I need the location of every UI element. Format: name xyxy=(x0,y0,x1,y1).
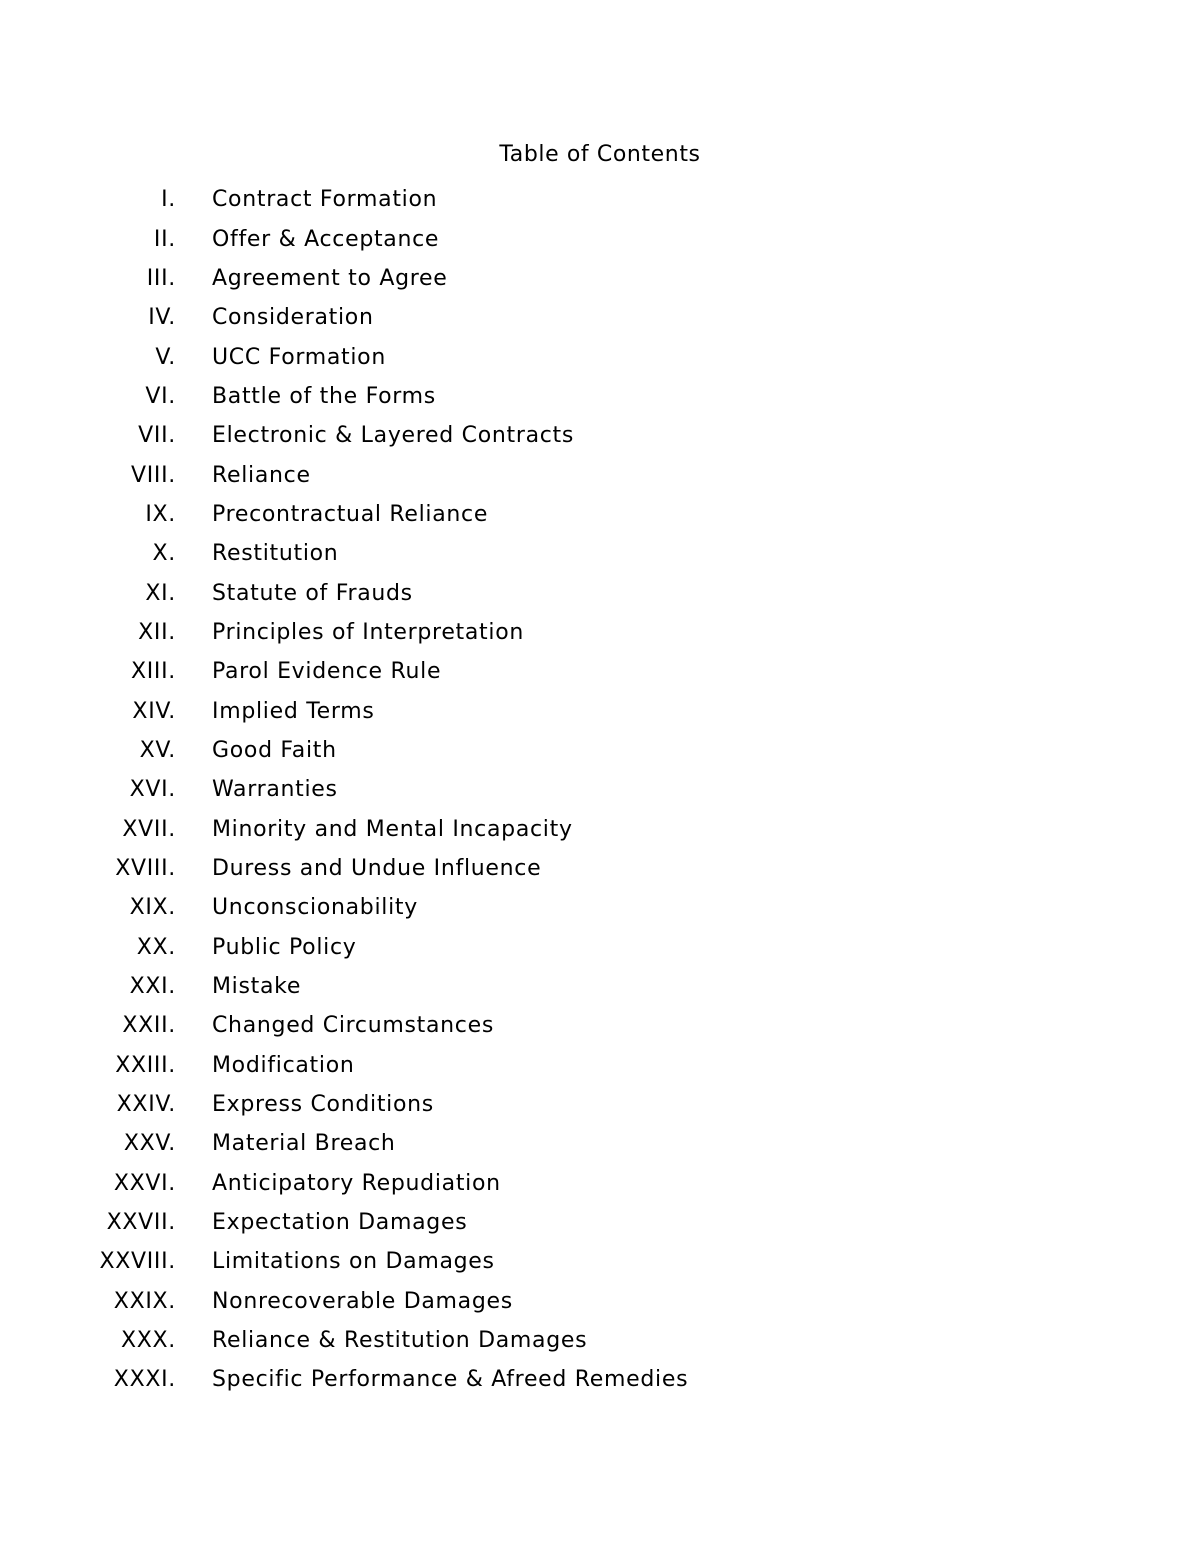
page-title: Table of Contents xyxy=(499,142,701,167)
toc-entry xyxy=(0,849,1200,888)
toc-entry-number: XIX. xyxy=(129,895,176,921)
toc-entry-title: Consideration xyxy=(212,305,374,331)
toc-entry xyxy=(0,1242,1200,1281)
toc-entry-number: XVII. xyxy=(122,816,176,842)
toc-entry xyxy=(0,377,1200,416)
toc-entry-title: Nonrecoverable Damages xyxy=(212,1288,513,1314)
toc-entry-title: Contract Formation xyxy=(212,187,438,213)
toc-entry-number: XXX. xyxy=(120,1328,176,1354)
toc-entry-title: Mistake xyxy=(212,974,302,1000)
toc-entry-number: XX. xyxy=(136,934,176,960)
toc-entry-number: XIII. xyxy=(130,659,176,685)
toc-entry-number: VII. xyxy=(138,423,176,449)
toc-entry xyxy=(0,1046,1200,1085)
toc-entry-title: Duress and Undue Influence xyxy=(212,856,542,882)
toc-entry xyxy=(0,298,1200,337)
toc-entry xyxy=(0,1321,1200,1360)
toc-entry xyxy=(0,1164,1200,1203)
toc-entry-title: Minority and Mental Incapacity xyxy=(212,816,573,842)
toc-entry-number: XXVI. xyxy=(113,1170,176,1196)
toc-entry-number: XXII. xyxy=(122,1013,176,1039)
toc-entry-title: Material Breach xyxy=(212,1131,396,1157)
toc-entry-title: Public Policy xyxy=(212,934,357,960)
toc-entry-number: V. xyxy=(155,344,176,370)
toc-entry xyxy=(0,928,1200,967)
toc-list xyxy=(0,180,1200,1400)
toc-entry xyxy=(0,259,1200,298)
toc-entry-number: X. xyxy=(152,541,176,567)
toc-entry-title: Implied Terms xyxy=(212,698,375,724)
toc-entry xyxy=(0,1006,1200,1045)
toc-entry xyxy=(0,1282,1200,1321)
toc-entry-title: Unconscionability xyxy=(212,895,418,921)
toc-entry xyxy=(0,770,1200,809)
toc-entry-number: XXIII. xyxy=(115,1052,176,1078)
toc-entry-title: Expectation Damages xyxy=(212,1210,468,1236)
toc-entry-number: XXI. xyxy=(129,974,176,1000)
toc-entry-title: Changed Circumstances xyxy=(212,1013,494,1039)
toc-entry-title: Statute of Frauds xyxy=(212,580,413,606)
toc-entry xyxy=(0,455,1200,494)
toc-entry-number: I. xyxy=(161,187,176,213)
toc-entry-title: Limitations on Damages xyxy=(212,1249,495,1275)
toc-entry-number: VI. xyxy=(145,383,176,409)
toc-entry-title: Agreement to Agree xyxy=(212,265,448,291)
toc-entry-number: XXVIII. xyxy=(99,1249,176,1275)
toc-entry-number: XVIII. xyxy=(115,856,176,882)
toc-entry-title: Modification xyxy=(212,1052,355,1078)
toc-entry-number: XXVII. xyxy=(106,1210,176,1236)
toc-entry-number: XXIX. xyxy=(113,1288,176,1314)
toc-entry xyxy=(0,495,1200,534)
toc-entry xyxy=(0,1203,1200,1242)
toc-entry xyxy=(0,1085,1200,1124)
toc-entry-number: XIV. xyxy=(132,698,176,724)
toc-entry xyxy=(0,337,1200,376)
toc-entry-number: II. xyxy=(153,226,176,252)
toc-entry-title: Parol Evidence Rule xyxy=(212,659,442,685)
toc-entry-title: Specific Performance & Afreed Remedies xyxy=(212,1367,689,1393)
toc-entry-title: Reliance xyxy=(212,462,311,488)
toc-entry-number: III. xyxy=(146,265,176,291)
toc-entry-number: VIII. xyxy=(130,462,176,488)
toc-entry-title: Principles of Interpretation xyxy=(212,619,525,645)
toc-entry xyxy=(0,810,1200,849)
toc-entry-title: Reliance & Restitution Damages xyxy=(212,1328,588,1354)
toc-entry-number: XXV. xyxy=(123,1131,176,1157)
toc-entry-title: Electronic & Layered Contracts xyxy=(212,423,575,449)
toc-entry-title: Express Conditions xyxy=(212,1092,434,1118)
toc-entry xyxy=(0,1360,1200,1399)
toc-entry-number: XII. xyxy=(138,619,176,645)
toc-entry xyxy=(0,219,1200,258)
toc-entry-number: XV. xyxy=(139,737,176,763)
toc-entry xyxy=(0,534,1200,573)
toc-entry-title: Anticipatory Repudiation xyxy=(212,1170,501,1196)
toc-entry-number: XVI. xyxy=(129,777,176,803)
toc-entry xyxy=(0,1124,1200,1163)
toc-entry xyxy=(0,888,1200,927)
toc-entry-number: IV. xyxy=(148,305,176,331)
toc-entry xyxy=(0,613,1200,652)
toc-entry-title: Offer & Acceptance xyxy=(212,226,440,252)
toc-entry-number: XI. xyxy=(145,580,176,606)
toc-entry-title: Warranties xyxy=(212,777,338,803)
toc-entry xyxy=(0,573,1200,612)
toc-entry-title: Restitution xyxy=(212,541,339,567)
toc-entry-title: Precontractual Reliance xyxy=(212,501,489,527)
toc-entry-title: UCC Formation xyxy=(212,344,386,370)
toc-entry-number: XXXI. xyxy=(113,1367,176,1393)
toc-entry xyxy=(0,416,1200,455)
toc-entry xyxy=(0,691,1200,730)
toc-entry-number: IX. xyxy=(145,501,176,527)
toc-entry xyxy=(0,180,1200,219)
toc-entry-title: Good Faith xyxy=(212,737,337,763)
toc-entry xyxy=(0,731,1200,770)
toc-entry-title: Battle of the Forms xyxy=(212,383,436,409)
toc-entry xyxy=(0,967,1200,1006)
toc-entry-number: XXIV. xyxy=(116,1092,176,1118)
toc-entry xyxy=(0,652,1200,691)
